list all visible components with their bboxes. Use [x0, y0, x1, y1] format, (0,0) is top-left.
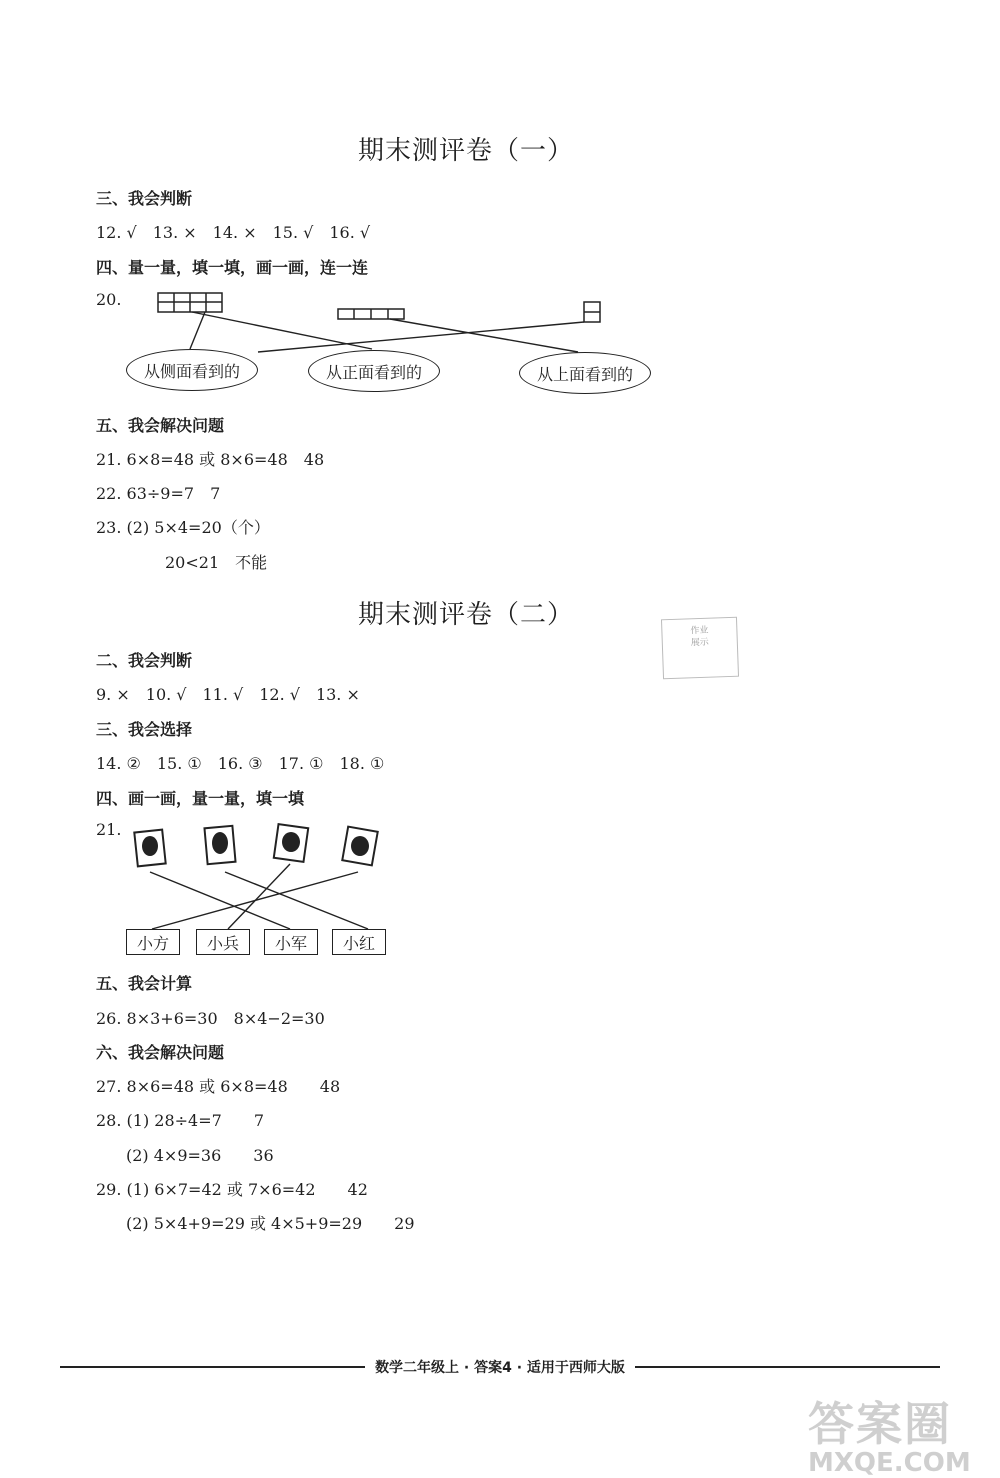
exam1-q22: 22. 63÷9=7 7: [96, 484, 221, 503]
block-shape-top: [584, 302, 600, 322]
exam2-q27: 27. 8×6=48 或 6×8=48 48: [96, 1077, 341, 1096]
exam1-section-judge: 三、我会判断: [96, 189, 193, 208]
exam1-connect-lines: [190, 312, 584, 352]
view-label-front: 从正面看到的: [308, 350, 440, 392]
exam2-title: 期末测评卷（二）: [358, 600, 575, 630]
view-label-top: 从上面看到的: [519, 352, 651, 394]
stamp-line-2: 展示: [690, 637, 709, 649]
exam2-q21-label: 21.: [96, 820, 122, 839]
exam2-section-calc: 五、我会计算: [96, 974, 193, 993]
exam2-section-choose: 三、我会选择: [96, 720, 193, 739]
block-shape-front: [338, 309, 404, 319]
exam2-section-draw: 四、画一画，量一量，填一填: [96, 789, 305, 808]
exam2-section-judge: 二、我会判断: [96, 651, 193, 670]
exam1-judge-answers: 12. √ 13. × 14. × 15. √ 16. √: [96, 223, 371, 242]
watermark: [808, 1388, 971, 1478]
exam2-choose-answers: 14. ② 15. ① 16. ③ 17. ① 18. ①: [96, 754, 385, 773]
exam2-connect-lines: [150, 864, 368, 929]
name-box-xiaojun: 小军: [264, 929, 318, 955]
exam2-q26: 26. 8×3+6=30 8×4−2=30: [96, 1009, 325, 1028]
portrait-3: [274, 824, 308, 862]
exam2-q28-part1: 28. (1) 28÷4=7 7: [96, 1111, 264, 1130]
name-box-xiaofang: 小方: [126, 929, 180, 955]
homework-stamp: [661, 617, 739, 680]
block-shape-side: [158, 293, 222, 312]
footer-text: 数学二年级上 · 答案4 · 适用于西师大版: [365, 1360, 635, 1376]
exam1-section-draw: 四、量一量，填一填，画一画，连一连: [96, 258, 369, 277]
portrait-1: [134, 830, 165, 867]
watermark-url: MXQE.COM: [808, 1448, 971, 1478]
view-label-side: 从侧面看到的: [126, 349, 258, 391]
portrait-2: [204, 826, 235, 864]
exam2-judge-answers: 9. × 10. √ 11. √ 12. √ 13. ×: [96, 685, 360, 704]
footer: [0, 1357, 1000, 1377]
exam2-q28-part2: (2) 4×9=36 36: [126, 1146, 274, 1165]
exam1-title: 期末测评卷（一）: [358, 136, 575, 166]
watermark-logo: 答案圈: [808, 1397, 952, 1451]
stamp-line-1: 作业: [690, 625, 709, 637]
exam1-q20-label: 20.: [96, 290, 122, 309]
exam2-section-problems: 六、我会解决问题: [96, 1043, 225, 1062]
exam1-q21: 21. 6×8=48 或 8×6=48 48: [96, 450, 325, 469]
exam2-q29-part2: (2) 5×4+9=29 或 4×5+9=29 29: [126, 1214, 415, 1233]
exam1-section-problems: 五、我会解决问题: [96, 416, 225, 435]
exam1-q23-compare: 20<21 不能: [165, 553, 268, 572]
exam2-q29-part1: 29. (1) 6×7=42 或 7×6=42 42: [96, 1180, 368, 1199]
name-box-xiaohong: 小红: [332, 929, 386, 955]
portrait-4: [342, 827, 377, 866]
name-box-xiaobing: 小兵: [196, 929, 250, 955]
exam1-q23-part2: 23. (2) 5×4=20（个）: [96, 518, 270, 537]
